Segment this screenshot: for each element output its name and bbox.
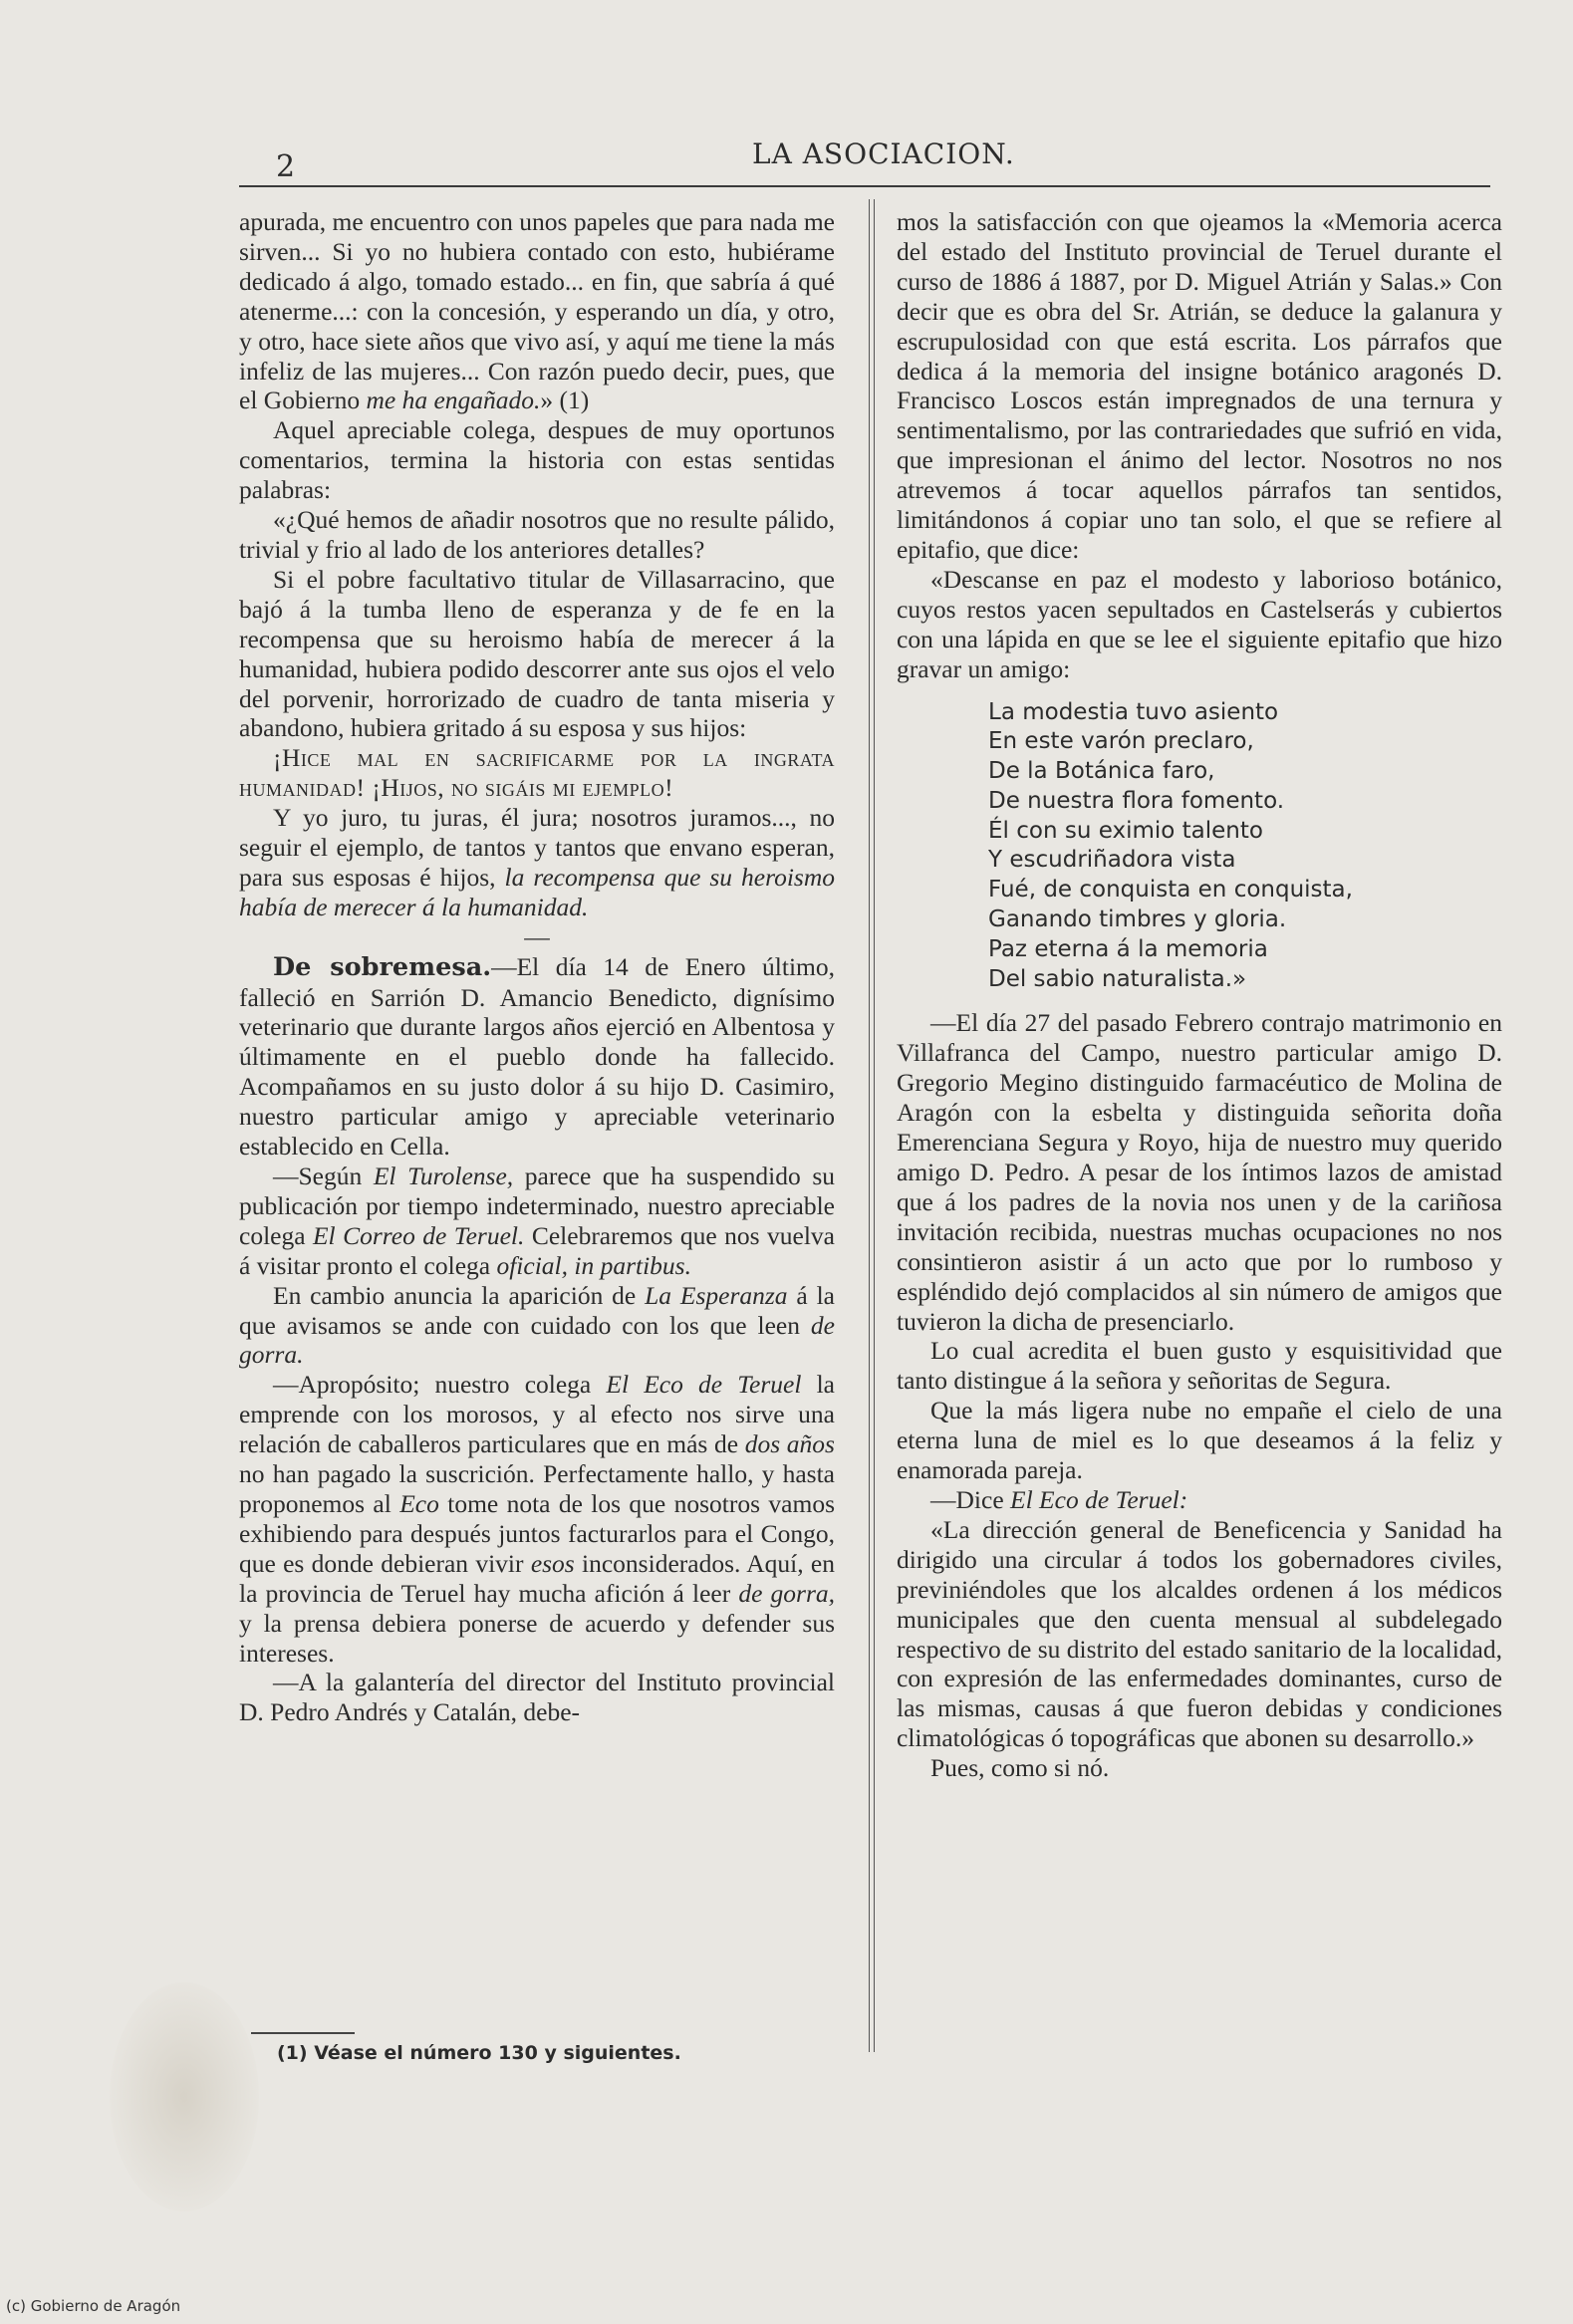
copyright-credit: (c) Gobierno de Aragón — [6, 2297, 181, 2315]
paragraph: Si el pobre facultativo titular de Villasarracino, que bajó á la tumba lleno de esperanza y de fe en la recompensa que su heroismo había de merecer á la humanidad, hubiera podido descorrer ante sus ojos el velo del porvenir, horrorizado de cuadro de tanta miseria y abandono, hubiera gritado á su esposa y sus hijos: — [239, 564, 835, 743]
paragraph: —Según El Turolense, parece que ha suspendido su publicación por tiempo indeterminado, nuestro apreciable colega El Correo de Teruel. Celebraremos que nos vuelva á visitar pronto el colega oficial, in partibus. — [239, 1162, 836, 1280]
paragraph: Y yo juro, tu juras, él jura; nosotros juramos..., no seguir el ejemplo, de tantos y tantos que envano esperan, para sus esposas é hijos, la recompensa que su heroismo había de merecer á la humanidad. — [239, 803, 835, 921]
header-rule — [239, 185, 1490, 187]
paragraph: De sobremesa.—El día 14 de Enero último, falleció en Sarrión D. Amancio Benedicto, dignísimo veterinario que durante largos años ejerció en Albentosa y últimamente en el pueblo donde ha fallecido. Acompañamos en su justo dolor á su hijo D. Casimiro, nuestro particular amigo y apreciable veterinario establecido en Cella. — [239, 951, 836, 1162]
page-header — [244, 128, 1489, 187]
poem-line: La modestia tuvo asiento — [988, 698, 1279, 725]
left-column — [239, 207, 835, 1727]
newspaper-title: LA ASOCIACION. — [752, 137, 1015, 170]
paragraph: Que la más ligera nube no empañe el cielo de una eterna luna de miel es lo que deseamos á la feliz y enamorada pareja. — [897, 1396, 1502, 1485]
right-column — [897, 207, 1502, 1783]
library-stamp — [110, 1982, 259, 2211]
poem-line: De nuestra flora fomento. — [988, 787, 1285, 814]
paragraph: Lo cual acredita el buen gusto y esquisitividad que tanto distingue á la señora y señoritas de Segura. — [897, 1336, 1502, 1396]
poem-line: Ganando timbres y gloria. — [988, 906, 1287, 933]
section-rubric: De sobremesa. — [273, 951, 492, 982]
paragraph: «¿Qué hemos de añadir nosotros que no resulte pálido, trivial y frio al lado de los anteriores detalles? — [239, 505, 835, 564]
paragraph: Pues, como si nó. — [930, 1753, 1110, 1783]
paragraph: Aquel apreciable colega, despues de muy oportunos comentarios, termina la historia con estas sentidas palabras: — [239, 415, 835, 505]
paragraph: «Descanse en paz el modesto y laborioso botánico, cuyos restos yacen sepultados en Castelserás y cubiertos con una lápida en que se lee el siguiente epitafio que hizo gravar un amigo: — [897, 564, 1502, 683]
poem-line: Fué, de conquista en conquista, — [988, 877, 1353, 904]
epitaph-poem — [988, 698, 1502, 995]
paragraph: —Dice El Eco de Teruel: — [930, 1484, 1188, 1514]
poem-line: En este varón preclaro, — [988, 728, 1254, 755]
poem-line: Y escudriñadora vista — [988, 847, 1236, 874]
footnote: (1) Véase el número 130 y siguientes. — [277, 2042, 681, 2064]
paragraph: —A la galantería del director del Instituto provincial D. Pedro Andrés y Catalán, debe- — [239, 1668, 835, 1727]
paragraph: En cambio anuncia la aparición de La Esperanza á la que avisamos se ande con cuidado con los que leen de gorra. — [239, 1280, 835, 1370]
poem-line: Del sabio naturalista.» — [988, 965, 1247, 992]
footnote-rule — [251, 2032, 355, 2034]
poem-line: Paz eterna á la memoria — [988, 935, 1268, 962]
poem-line: De la Botánica faro, — [988, 758, 1215, 785]
paragraph: mos la satisfacción con que ojeamos la «Memoria acerca del estado del Instituto provincial de Teruel durante el curso de 1886 á 1887, por D. Miguel Atrián y Salas.» Con decir que es obra del Sr. Atrián, se deduce la galanura y escrupulosidad con que está escrita. Los párrafos que dedica á la memoria del insigne botánico aragonés D. Francisco Loscos están impregnados de una ternura y sentimentalismo, por las contrariedades que sufrió en vida, que impresionan el ánimo del lector. Nosotros no nos atrevemos á tocar aquellos párrafos tan sentidos, limitándonos á copiar uno tan solo, el que se refiere al epitafio, que dice: — [897, 207, 1502, 564]
page-number: 2 — [276, 149, 296, 184]
paragraph: —Apropósito; nuestro colega El Eco de Teruel la emprende con los morosos, y al efecto nos sirve una relación de caballeros particulares que en más de dos años no han pagado la suscrición. Perfectamente hallo, y hasta proponemos al Eco tome nota de los que nosotros vamos exhibiendo para después juntos facturarlos para el Congo, que es donde debieran vivir esos inconsiderados. Aquí, en la provincia de Teruel hay mucha afición á leer de gorra, y la prensa debiera ponerse de acuerdo y defender sus intereses. — [239, 1370, 836, 1668]
paragraph: apurada, me encuentro con unos papeles que para nada me sirven... Si yo no hubiera contado con esto, hubiérame dedicado á algo, tomado estado... en fin, que sabría á qué atenerme...: con la concesión, y esperando un día, y otro, y otro, hace siete años que vivo así, y aquí me tiene la más infeliz de las mujeres... Con razón puedo decir, pues, que el Gobierno me ha engañado.» (1) — [239, 207, 835, 415]
paragraph: —El día 27 del pasado Febrero contrajo matrimonio en Villafranca del Campo, nuestro particular amigo D. Gregorio Megino distinguido farmacéutico de Molina de Aragón con la esbelta y distinguida señorita doña Emerenciana Segura y Royo, hija de nuestro muy querido amigo D. Pedro. A pesar de los íntimos lazos de amistad que á los padres de la novia nos unen y de la cariñosa invitación recibida, nuestras muchas ocupaciones no nos consintieron asistir á un acto que por lo rumboso y espléndido dejó complacidos al sin número de amigos que tuvieron la dicha de presenciarlo. — [897, 1008, 1502, 1336]
section-dash: — — [524, 921, 550, 951]
exclamation-quote: ¡Hice mal en sacrificarme por la ingrata humanidad! ¡Hijos, no sigáis mi ejemplo! — [239, 743, 835, 803]
poem-line: Él con su eximio talento — [988, 817, 1263, 844]
paragraph: «La dirección general de Beneficencia y Sanidad ha dirigido una circular á todos los gobernadores civiles, previniéndoles que los alcaldes ordenen á los médicos municipales que den cuenta mensual al subdelegado respectivo de su distrito del estado sanitario de la localidad, con expresión de las enfermedades dominantes, curso de las mismas, causas á que fueron debidas y condiciones climatológicas ó topográficas que abonen su desarrollo.» — [897, 1514, 1502, 1753]
column-divider — [869, 199, 875, 2052]
